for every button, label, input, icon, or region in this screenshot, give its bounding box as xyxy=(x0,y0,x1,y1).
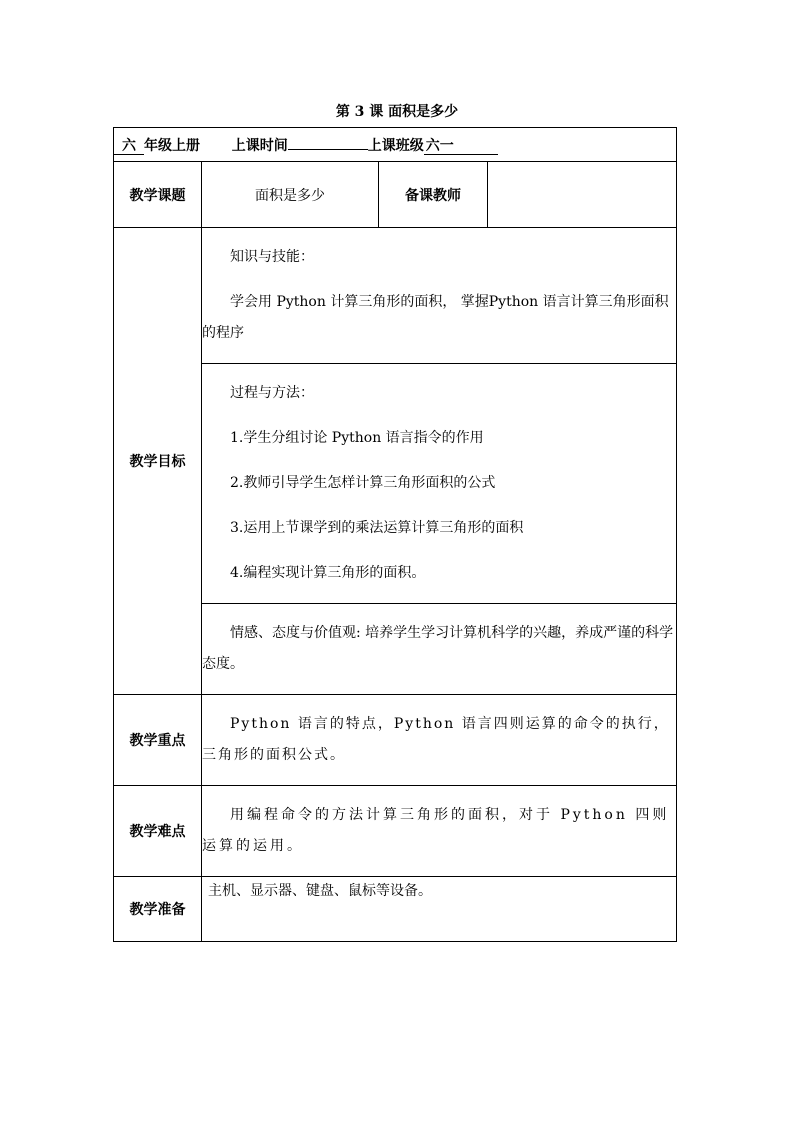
class-time-value xyxy=(288,149,368,150)
teacher-value xyxy=(488,162,677,228)
lesson-plan-table xyxy=(113,127,677,942)
process-heading: 过程与方法： xyxy=(230,385,314,401)
difficulties-cell xyxy=(202,786,677,877)
process-item: 4.编程实现计算三角形的面积。 xyxy=(230,565,426,581)
key-points-text: Python 语言的特点，Python 语言四则运算的命令的执行，三角形的面积公式。 xyxy=(202,716,670,763)
topic-row xyxy=(114,162,677,228)
process-item: 1.学生分组讨论 Python 语言指令的作用 xyxy=(230,430,484,446)
emotion-cell xyxy=(202,604,677,695)
preparation-row xyxy=(114,877,677,942)
process-item: 2.教师引导学生怎样计算三角形面积的公式 xyxy=(230,475,496,491)
difficulties-label: 教学难点 xyxy=(114,786,202,877)
emotion-text: 情感、态度与价值观: 培养学生学习计算机科学的兴趣，养成严谨的科学态度。 xyxy=(202,625,674,672)
knowledge-heading: 知识与技能： xyxy=(230,249,314,265)
preparation-text: 主机、显示器、键盘、鼠标等设备。 xyxy=(208,883,432,899)
preparation-cell xyxy=(202,877,677,942)
knowledge-cell xyxy=(202,228,677,364)
topic-value: 面积是多少 xyxy=(202,162,379,228)
key-points-cell xyxy=(202,695,677,786)
objectives-label: 教学目标 xyxy=(114,228,202,695)
grade-value: 六 xyxy=(114,138,144,155)
header-row xyxy=(114,128,677,162)
key-points-row xyxy=(114,695,677,786)
topic-label: 教学课题 xyxy=(114,162,202,228)
knowledge-text: 学会用 Python 计算三角形的面积， 掌握Python 语言计算三角形面积的程序 xyxy=(202,294,669,341)
class-group-label: 上课班级 xyxy=(367,137,424,154)
class-time-label: 上课时间 xyxy=(231,137,288,154)
teacher-label: 备课教师 xyxy=(379,162,488,228)
preparation-label: 教学准备 xyxy=(114,877,202,942)
difficulties-text: 用编程命令的方法计算三角形的面积，对于 Python 四则运算的运用。 xyxy=(202,807,670,854)
process-cell xyxy=(202,364,677,604)
header-cell xyxy=(114,128,677,162)
difficulties-row xyxy=(114,786,677,877)
process-item: 3.运用上节课学到的乘法运算计算三角形的面积 xyxy=(230,520,524,536)
objectives-row-knowledge xyxy=(114,228,677,364)
page-title: 第 3 课 面积是多少 xyxy=(335,104,459,120)
key-points-label: 教学重点 xyxy=(114,695,202,786)
class-group-value: 六一 xyxy=(424,138,498,155)
grade-label: 年级上册 xyxy=(144,137,200,154)
